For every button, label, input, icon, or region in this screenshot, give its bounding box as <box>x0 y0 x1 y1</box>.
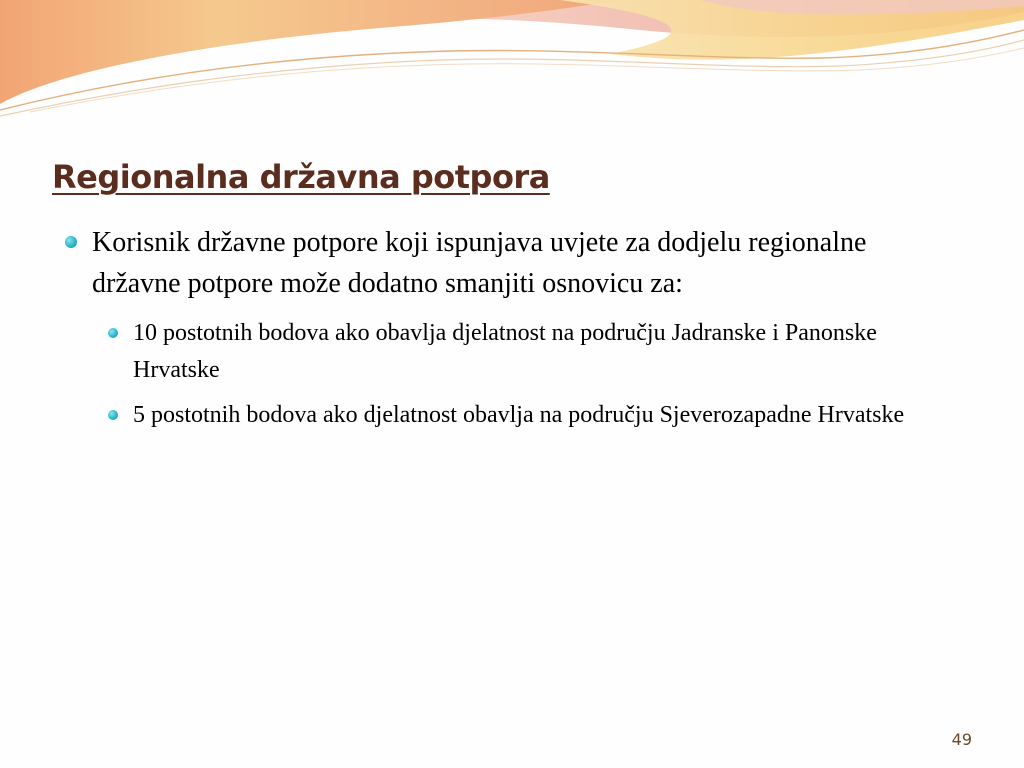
page-number: 49 <box>951 730 972 749</box>
sub-bullet-item <box>60 315 960 389</box>
sub-bullet-text: 5 postotnih bodova ako djelatnost obavlja na području Sjeverozapadne Hrvatske <box>133 402 905 428</box>
header-wave-decoration <box>0 0 1024 130</box>
bullet-text: Korisnik državne potpore koji ispunjava uvjete za dodjelu regionalne državne potpore može dodatno smanjiti osnovicu za: <box>92 227 867 299</box>
slide-title: Regionalna državna potpora <box>52 158 550 196</box>
sub-bullet-text: 10 postotnih bodova ako obavlja djelatnost na području Jadranske i Panonske Hrvatske <box>133 320 877 383</box>
bullet-item <box>60 222 960 304</box>
bullet-icon <box>108 410 118 420</box>
bullet-list <box>60 222 960 442</box>
bullet-icon <box>108 328 118 338</box>
sub-bullet-list <box>60 315 960 434</box>
sub-bullet-item <box>60 397 960 434</box>
bullet-icon <box>65 236 77 248</box>
